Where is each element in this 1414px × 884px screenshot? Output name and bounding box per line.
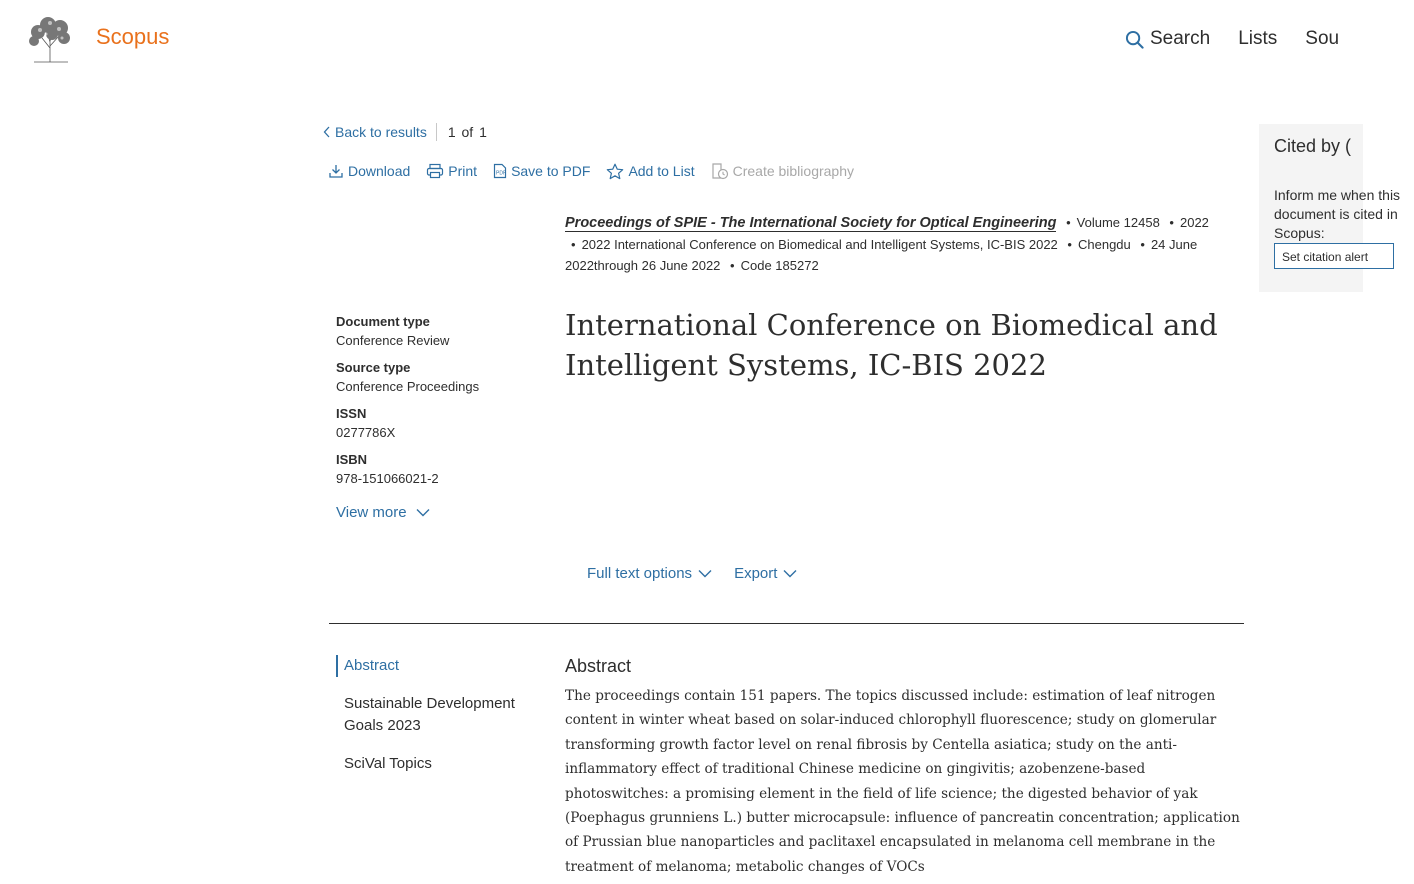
meta-value: Conference Proceedings — [336, 379, 480, 394]
set-citation-alert-button[interactable]: Set citation alert — [1274, 243, 1394, 269]
chevron-down-icon — [783, 569, 797, 578]
document-toolbar — [328, 162, 870, 180]
document-meta — [336, 313, 536, 497]
view-more-button[interactable] — [336, 504, 430, 521]
bibliography-icon — [711, 162, 729, 180]
cited-by-text: Inform me when this document is cited in Scopus: — [1274, 187, 1401, 241]
conference-name: 2022 International Conference on Biomedical and Intelligent Systems, IC-BIS 2022 — [581, 237, 1058, 252]
save-pdf-label: Save to PDF — [511, 163, 591, 179]
section-nav-abstract[interactable]: Abstract — [336, 655, 536, 677]
section-nav — [336, 655, 536, 791]
create-bibliography-button[interactable] — [711, 162, 854, 180]
add-to-list-label: Add to List — [628, 163, 695, 179]
pager-total: 1 — [479, 124, 487, 140]
volume: Volume 12458 — [1076, 215, 1160, 230]
back-to-results-link[interactable] — [323, 124, 427, 140]
chevron-down-icon — [416, 508, 430, 517]
meta-value: Conference Review — [336, 333, 450, 348]
nav-search[interactable] — [1125, 28, 1210, 50]
top-nav — [1125, 28, 1363, 50]
pager-current: 1 — [447, 124, 456, 140]
save-pdf-button[interactable] — [493, 163, 590, 179]
pager-of: of — [461, 124, 474, 140]
meta-value: 0277786X — [336, 425, 396, 440]
full-text-label: Full text options — [587, 565, 693, 582]
star-icon — [606, 163, 624, 180]
conference-dates: 24 June 2022through 26 June 2022 — [565, 237, 1198, 273]
abstract-heading: Abstract — [565, 656, 632, 676]
document-title: International Conference on Biomedical and Intelligent Systems, IC-BIS 2022 — [565, 308, 1218, 382]
conference-code: Code 185272 — [740, 258, 819, 273]
print-button[interactable] — [426, 163, 477, 179]
meta-issn — [336, 405, 536, 443]
add-to-list-button[interactable] — [606, 163, 694, 180]
download-label: Download — [348, 163, 411, 179]
cited-by-panel — [1259, 124, 1401, 292]
top-header — [0, 0, 1363, 80]
document-options — [587, 565, 819, 582]
separator — [436, 123, 437, 141]
result-pager — [448, 124, 487, 140]
meta-label: ISSN — [336, 406, 367, 421]
print-label: Print — [448, 163, 478, 179]
meta-value: 978-151066021-2 — [336, 471, 439, 486]
export-label: Export — [734, 565, 778, 582]
abstract-text: The proceedings contain 151 papers. The topics discussed include: estimation of leaf nitrogen content in winter wheat based on solar-induced chlorophyll fluorescence; study on glomerular transforming growth factor level on renal fibrosis by Centella asiatica; study on the anti-inflammatory effect of traditional Chinese medicine on gingivitis; azobenzene-based photoswitches: a promising element in the field of life science; the digested behavior of yak (Poephagus grunniens L.) butter microcapsule: influence of pancreatin concentration; application of Prussian blue nanoparticles and paclitaxel encapsulated in melanoma cell membrane in the treatment of melanoma; metabolic changes of VOCs — [565, 688, 1240, 875]
journal-link[interactable]: Proceedings of SPIE - The International Society for Optical Engineering — [565, 215, 1057, 231]
nav-sources[interactable] — [1305, 28, 1339, 50]
chevron-down-icon — [698, 569, 712, 578]
full-text-options-button[interactable] — [587, 565, 712, 582]
export-button[interactable] — [734, 565, 797, 582]
nav-lists[interactable] — [1238, 28, 1277, 50]
download-button[interactable] — [328, 163, 410, 179]
chevron-left-icon — [323, 126, 331, 138]
elsevier-logo[interactable] — [24, 14, 76, 64]
svg-text:PDF: PDF — [496, 170, 507, 177]
meta-document-type — [336, 313, 536, 351]
meta-label: Document type — [336, 314, 430, 329]
meta-source-type — [336, 359, 536, 397]
location: Chengdu — [1077, 237, 1131, 252]
print-icon — [426, 163, 444, 179]
meta-label: Source type — [336, 360, 411, 375]
cited-by-title: Cited by ( — [1274, 136, 1352, 156]
source-info: Proceedings of SPIE - The International Society for Optical Engineering • Volume 12458 • 2022 • 2022 International Conference on Biomedical and Intelligent Systems, IC-BIS 2022 • Chengdu • 24 June 2022through 26 June 2022 • Code 185272 — [565, 215, 1209, 273]
meta-isbn — [336, 451, 536, 489]
year: 2022 — [1179, 215, 1209, 230]
brand-name[interactable]: Scopus — [96, 24, 170, 49]
bibliography-label: Create bibliography — [732, 163, 854, 179]
meta-label: ISBN — [336, 452, 368, 467]
nav-search-label: Search — [1150, 28, 1211, 49]
section-nav-scival-topics[interactable]: SciVal Topics — [344, 755, 432, 772]
pdf-icon — [493, 163, 507, 179]
section-nav-sdg[interactable]: Sustainable Development Goals 2023 — [344, 695, 515, 734]
breadcrumb — [323, 123, 487, 141]
search-icon — [1125, 30, 1144, 49]
download-icon — [328, 163, 344, 179]
nav-sources-label: Sou — [1305, 28, 1340, 49]
view-more-label: View more — [336, 504, 407, 521]
back-label: Back to results — [335, 124, 427, 140]
nav-lists-label: Lists — [1238, 28, 1278, 49]
section-divider — [329, 623, 1244, 624]
